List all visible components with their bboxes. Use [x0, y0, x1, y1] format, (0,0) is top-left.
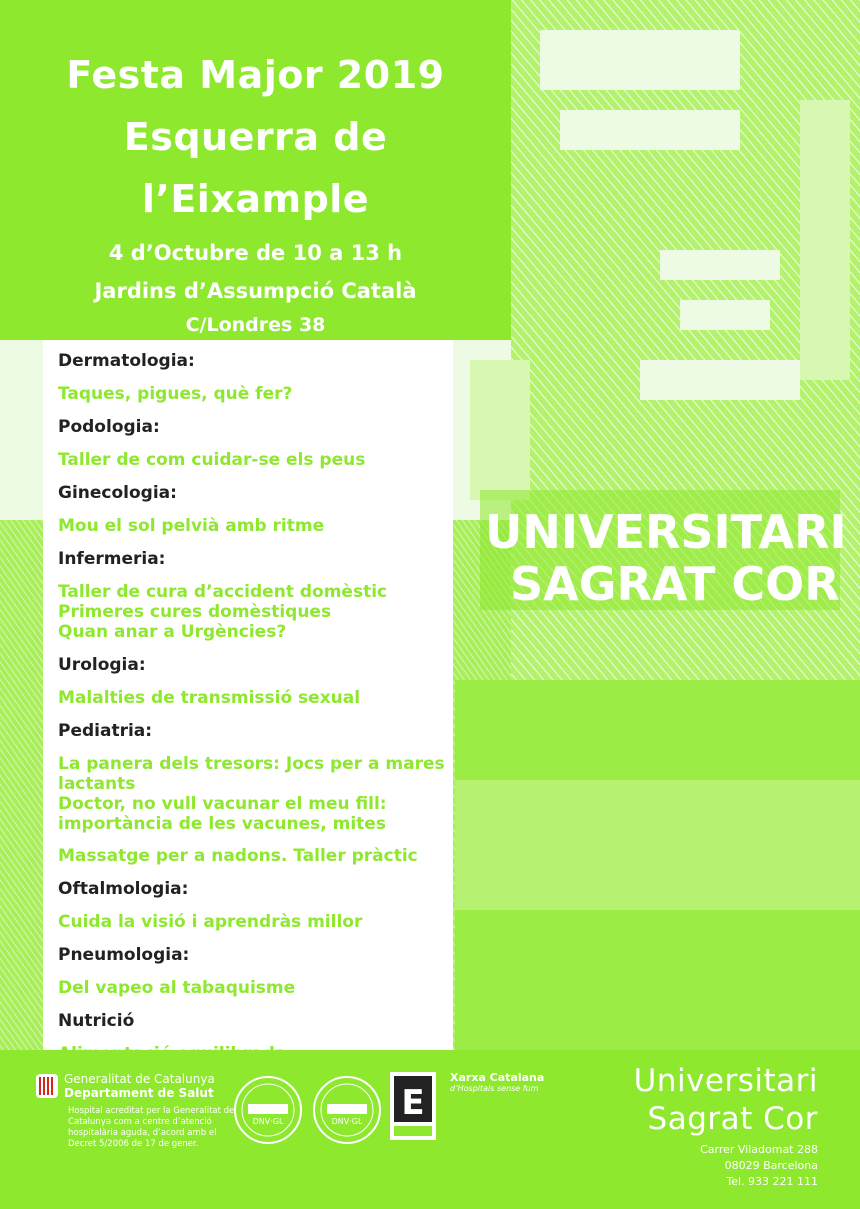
address-street: Carrer Viladomat 288 — [700, 1143, 818, 1156]
address-phone: Tel. 933 221 111 — [726, 1175, 818, 1188]
program-activity — [58, 582, 453, 642]
excellence-e-logo-icon — [390, 1072, 442, 1142]
building-sign-line2: SAGRAT COR — [510, 557, 840, 611]
activity-line: La panera dels tresors: Jocs per a mares — [58, 754, 445, 774]
dnv-certification-seal-icon-2 — [311, 1074, 383, 1146]
title-block — [0, 0, 511, 340]
program-activity — [58, 516, 453, 536]
brand-line-1: Universitari — [633, 1063, 818, 1099]
event-date: 4 d’Octubre de 10 a 13 h — [108, 241, 403, 265]
program-category: Pediatria: — [58, 721, 153, 741]
program-category: Ginecologia: — [58, 483, 177, 503]
program-category: Urologia: — [58, 655, 146, 675]
program-list — [58, 350, 453, 1076]
gencat-logo-icon — [36, 1074, 58, 1098]
program-category: Pneumologia: — [58, 945, 190, 965]
program-category: Oftalmologia: — [58, 879, 189, 899]
seal-1-text: DNV·GL — [252, 1117, 284, 1126]
program-category: Podologia: — [58, 417, 160, 437]
activity-line: Cuida la visió i aprendràs millor — [58, 912, 363, 932]
footer — [0, 1050, 860, 1209]
xarxa-block — [450, 1072, 544, 1094]
program-category: Infermeria: — [58, 549, 166, 569]
building-sign-line1: UNIVERSITARI — [485, 505, 847, 559]
activity-line: Doctor, no vull vacunar el meu fill: — [58, 794, 387, 814]
event-street: C/Londres 38 — [185, 314, 326, 336]
event-title — [0, 44, 511, 230]
gencat-department: Departament de Salut — [64, 1086, 214, 1100]
event-venue: Jardins d’Assumpció Català — [94, 279, 417, 303]
activity-line: Taller de cura d’accident domèstic — [58, 582, 388, 602]
activity-line: Taller de com cuidar-se els peus — [58, 450, 366, 470]
seal-2-text: DNV·GL — [331, 1117, 363, 1126]
program-category: Dermatologia: — [58, 351, 195, 371]
activity-line: Primeres cures domèstiques — [58, 602, 332, 622]
activity-line: Quan anar a Urgències? — [58, 622, 287, 642]
title-line-2: Esquerra de — [123, 115, 388, 159]
hospital-address — [700, 1142, 818, 1190]
event-details — [0, 234, 511, 340]
program-activity — [58, 912, 453, 932]
program-category: Nutrició — [58, 1011, 135, 1031]
activity-line: Del vapeo al tabaquisme — [58, 978, 296, 998]
program-activity — [58, 978, 453, 998]
xarxa-subtitle: d’Hospitals sense fum — [450, 1084, 539, 1093]
activity-line: lactants — [58, 774, 136, 794]
program-activity — [58, 846, 453, 866]
hospital-brand — [634, 1062, 818, 1138]
xarxa-name: Xarxa Catalana — [450, 1071, 545, 1084]
address-city: 08029 Barcelona — [724, 1159, 818, 1172]
program-panel — [43, 340, 453, 1050]
dnv-certification-seal-icon — [232, 1074, 304, 1146]
activity-line: importància de les vacunes, mites — [58, 814, 386, 834]
activity-line: Massatge per a nadons. Taller pràctic — [58, 846, 418, 866]
program-activity — [58, 384, 453, 404]
activity-line: Taques, pigues, què fer? — [58, 384, 293, 404]
title-line-1: Festa Major 2019 — [66, 53, 445, 97]
activity-line: Malalties de transmissió sexual — [58, 688, 361, 708]
program-activity — [58, 688, 453, 708]
svg-text:E: E — [401, 1083, 425, 1123]
gencat-name: Generalitat de Catalunya — [64, 1072, 215, 1086]
program-activity — [58, 754, 453, 834]
brand-line-2: Sagrat Cor — [647, 1101, 818, 1137]
activity-line: Mou el sol pelvià amb ritme — [58, 516, 325, 536]
program-activity — [58, 450, 453, 470]
title-line-3: l’Eixample — [141, 177, 370, 221]
accreditation-note: Hospital acreditat per la Generalitat de Catalunya com a centre d’atenció hospitalària aguda, d’acord amb el Decret 5/2006 de 17 de gener. — [68, 1106, 235, 1149]
